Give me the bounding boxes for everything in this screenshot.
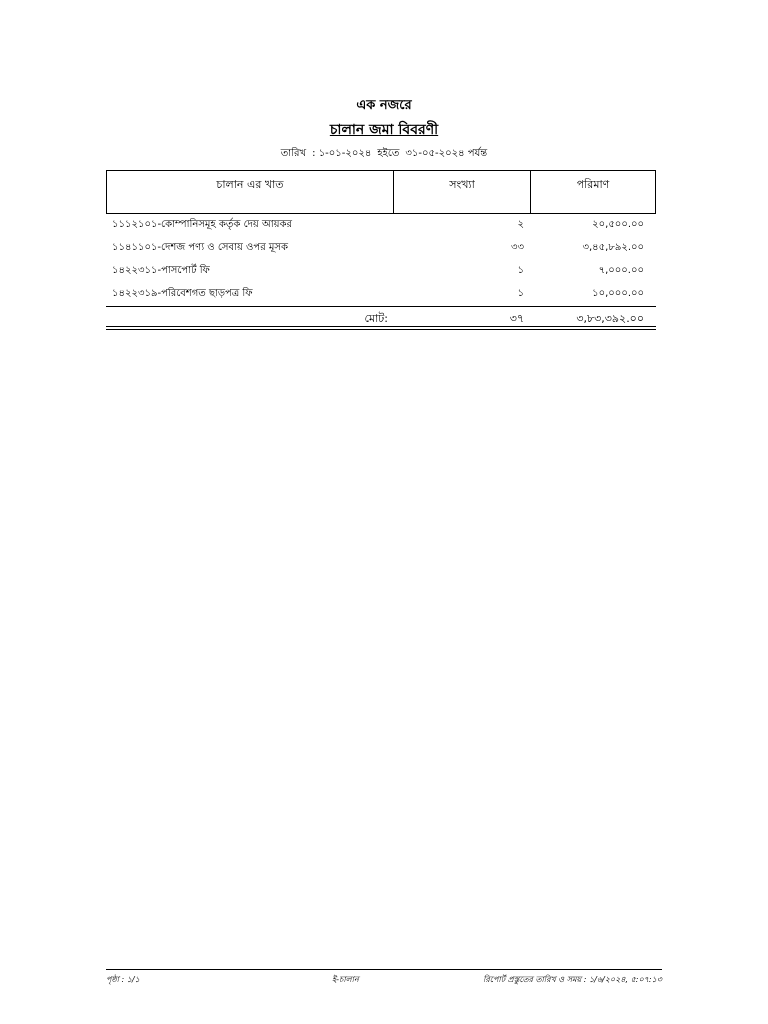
print-timestamp: রিপোর্ট প্রস্তুতের তারিখ ও সময় : ১/৬/২০২৪, ৫:০৭:১৩ [483,975,662,984]
table-header [106,170,656,214]
total-amount: ৩,৮৩,৩৯২.০০ [576,312,644,325]
row-name: ১৪২২৩১১-পাসপোর্ট ফি [112,265,210,276]
header-count: সংখ্যা [394,171,531,213]
total-row [106,310,656,326]
date-range [0,146,768,163]
table-row [106,286,656,304]
page-number: পৃষ্ঠা : ১/১ [106,975,140,984]
header-head: চালান এর খাত [107,171,394,213]
row-name: ১৪২২৩১৯-পরিবেশগত ছাড়পত্র ফি [112,288,253,299]
row-count: ৩৩ [510,242,524,253]
row-name: ১১৪১১০১-দেশজ পণ্য ও সেবায় ওপর মূসক [112,242,289,253]
app-name: ই-চালান [332,975,359,984]
footer [106,974,662,988]
date-from: : ১-০১-২০২৪ [312,148,372,159]
report-subtitle-text: চালান জমা বিবরণী [329,122,439,138]
date-to: ৩১-০৫-২০২৪ পর্যন্ত [405,148,488,159]
footer-divider [106,969,662,970]
header-amount: পরিমাণ [576,178,610,191]
row-amount: ২০,৫০০.০০ [592,219,644,230]
report-title: এক নজরে [356,98,412,113]
table-row [106,240,656,258]
row-count: ১ [517,265,524,276]
report-subtitle [0,118,768,142]
table-row [106,263,656,281]
row-amount: ১০,০০০.০০ [592,288,644,299]
row-amount: ৭,০০০.০০ [598,265,644,276]
row-count: ২ [517,219,524,230]
row-count: ১ [517,288,524,299]
total-divider-bottom [106,326,656,327]
date-label: তারিখ [280,148,307,159]
table-row [106,217,656,235]
row-amount: ৩,৪৫,৮৯২.০০ [582,242,644,253]
total-label: মোট: [364,312,388,325]
date-mid: হইতে [377,148,400,159]
total-divider-top [106,306,656,307]
total-divider-bottom-double [106,329,656,330]
row-name: ১১১২১০১-কোম্পানিসমূহ কর্তৃক দেয় আয়কর [112,219,293,230]
total-count: ৩৭ [509,312,524,325]
